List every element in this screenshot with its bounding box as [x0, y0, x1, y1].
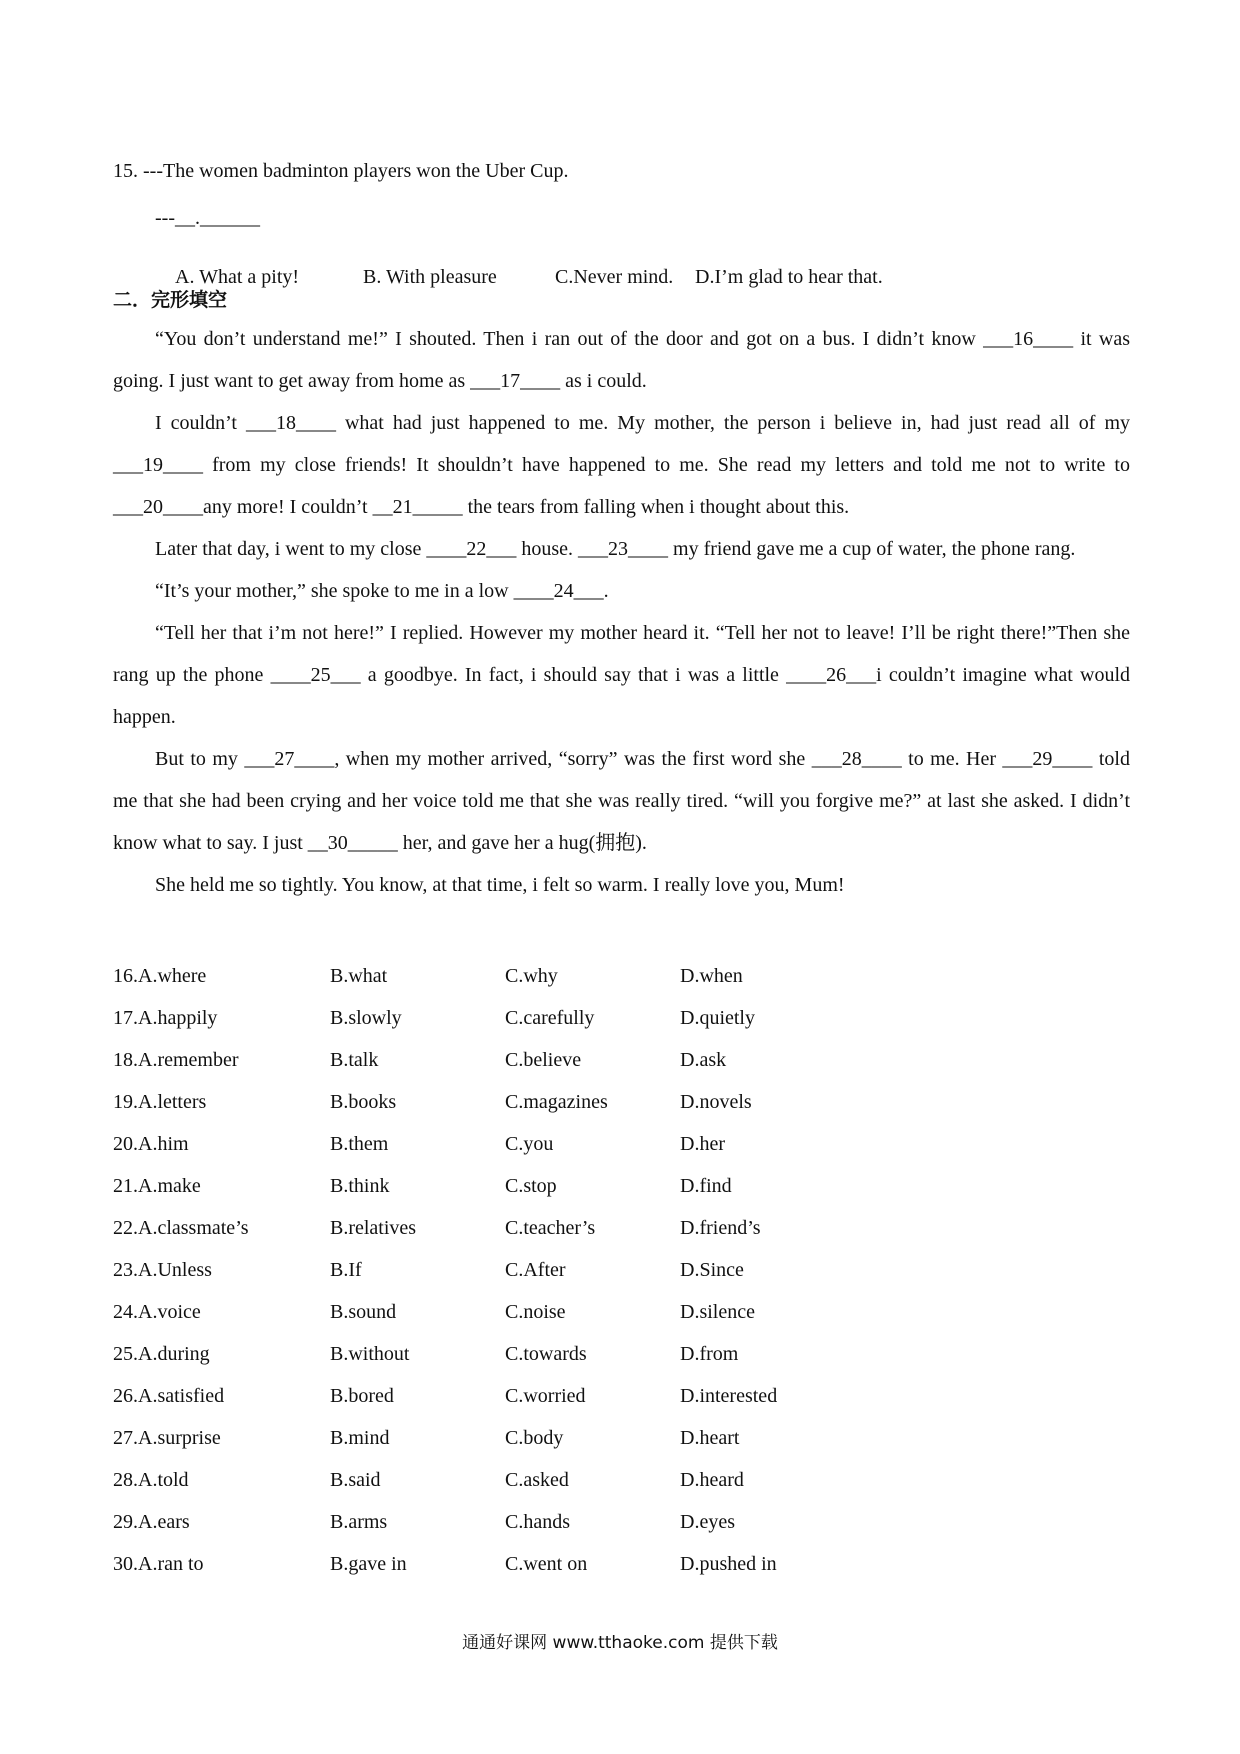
option-c: C.magazines	[505, 1091, 608, 1113]
option-d: D.her	[680, 1133, 725, 1155]
option-b: B.talk	[330, 1049, 379, 1071]
option-c: C.teacher’s	[505, 1217, 596, 1239]
option-b: B.gave in	[330, 1553, 407, 1575]
option-c: C.why	[505, 965, 558, 987]
option-row	[113, 1417, 873, 1459]
option-a: 20.A.him	[113, 1133, 189, 1155]
option-a: 30.A.ran to	[113, 1553, 204, 1575]
cloze-passage	[113, 318, 1130, 906]
option-c: C.stop	[505, 1175, 557, 1197]
passage-paragraph: She held me so tightly. You know, at that time, i felt so warm. I really love you, Mum!	[155, 874, 845, 896]
option-row	[113, 1081, 873, 1123]
question-15-option-d: D.I’m glad to hear that.	[695, 266, 883, 288]
section-title: 二．完形填空	[113, 289, 228, 311]
option-d: D.friend’s	[680, 1217, 761, 1239]
option-row	[113, 1333, 873, 1375]
option-b: B.books	[330, 1091, 397, 1113]
option-c: C.towards	[505, 1343, 587, 1365]
option-c: C.hands	[505, 1511, 570, 1533]
option-d: D.heart	[680, 1427, 740, 1449]
option-d: D.novels	[680, 1091, 752, 1113]
option-a: 26.A.satisfied	[113, 1385, 225, 1407]
option-b: B.sound	[330, 1301, 397, 1323]
question-15-answer-blank: ---__.______	[155, 207, 260, 229]
option-b: B.slowly	[330, 1007, 402, 1029]
option-row	[113, 1039, 873, 1081]
option-a: 28.A.told	[113, 1469, 189, 1491]
option-a: 21.A.make	[113, 1175, 201, 1197]
option-b: B.mind	[330, 1427, 390, 1449]
option-d: D.pushed in	[680, 1553, 777, 1575]
passage-paragraph: Later that day, i went to my close ____22___ house. ___23____ my friend gave me a cup of water, the phone rang.	[155, 538, 1076, 560]
option-d: D.quietly	[680, 1007, 755, 1029]
option-d: D.Since	[680, 1259, 744, 1281]
option-d: D.eyes	[680, 1511, 735, 1533]
option-a: 27.A.surprise	[113, 1427, 221, 1449]
question-15-options	[155, 243, 883, 312]
option-d: D.when	[680, 965, 743, 987]
option-row	[113, 1249, 873, 1291]
option-row	[113, 1165, 873, 1207]
passage-paragraph: “Tell her that i’m not here!” I replied. However my mother heard it. “Tell her not to leave! I’ll be right there!”Then she rang up the phone ____25___ a goodbye. In fact, i should say that i was a little ____26___i couldn’t imagine what would happen.	[113, 622, 1130, 728]
option-d: D.interested	[680, 1385, 778, 1407]
option-a: 18.A.remember	[113, 1049, 239, 1071]
option-a: 29.A.ears	[113, 1511, 190, 1533]
option-b: B.relatives	[330, 1217, 417, 1239]
option-b: B.If	[330, 1259, 362, 1281]
option-row	[113, 1123, 873, 1165]
option-b: B.arms	[330, 1511, 388, 1533]
option-b: B.think	[330, 1175, 390, 1197]
option-row	[113, 1543, 873, 1585]
option-d: D.ask	[680, 1049, 727, 1071]
option-c: C.body	[505, 1427, 564, 1449]
question-15-option-c: C.Never mind.	[555, 266, 674, 288]
option-c: C.asked	[505, 1469, 569, 1491]
passage-paragraph: “It’s your mother,” she spoke to me in a low ____24___.	[155, 580, 609, 602]
option-row	[113, 1501, 873, 1543]
option-b: B.without	[330, 1343, 410, 1365]
option-row	[113, 997, 873, 1039]
option-b: B.what	[330, 965, 388, 987]
option-d: D.heard	[680, 1469, 744, 1491]
option-d: D.find	[680, 1175, 732, 1197]
option-row	[113, 1207, 873, 1249]
option-d: D.silence	[680, 1301, 755, 1323]
option-a: 22.A.classmate’s	[113, 1217, 249, 1239]
question-15: 15. ---The women badminton players won the Uber Cup.	[113, 160, 569, 182]
option-c: C.noise	[505, 1301, 566, 1323]
option-row	[113, 955, 873, 997]
option-a: 23.A.Unless	[113, 1259, 212, 1281]
option-c: C.you	[505, 1133, 554, 1155]
question-15-option-b: B. With pleasure	[363, 266, 497, 288]
option-a: 24.A.voice	[113, 1301, 201, 1323]
footer-source: 通通好课网 www.tthaoke.com 提供下载	[462, 1633, 778, 1653]
option-row	[113, 1459, 873, 1501]
option-c: C.After	[505, 1259, 566, 1281]
question-15-option-a: A. What a pity!	[175, 266, 300, 288]
passage-paragraph: “You don’t understand me!” I shouted. Then i ran out of the door and got on a bus. I didn’t know ___16____ it was going. I just want to get away from home as ___17____ as i could.	[113, 328, 1130, 392]
option-c: C.carefully	[505, 1007, 595, 1029]
option-d: D.from	[680, 1343, 739, 1365]
cloze-options-list	[113, 955, 873, 1585]
option-c: C.worried	[505, 1385, 586, 1407]
option-a: 17.A.happily	[113, 1007, 218, 1029]
option-a: 25.A.during	[113, 1343, 210, 1365]
option-row	[113, 1375, 873, 1417]
passage-paragraph: I couldn’t ___18____ what had just happened to me. My mother, the person i believe in, had just read all of my ___19____ from my close friends! It shouldn’t have happened to me. She read my letters and told me not to write to ___20____any more! I couldn’t __21_____ the tears from falling when i thought about this.	[113, 412, 1130, 518]
passage-paragraph: But to my ___27____, when my mother arrived, “sorry” was the first word she ___28____ to me. Her ___29____ told me that she had been crying and her voice told me that she was really tired. “will you forgive me?” at last she asked. I didn’t know what to say. I just __30_____ her, and gave her a hug(拥抱).	[113, 748, 1130, 854]
option-b: B.said	[330, 1469, 381, 1491]
option-c: C.went on	[505, 1553, 588, 1575]
option-b: B.bored	[330, 1385, 394, 1407]
option-row	[113, 1291, 873, 1333]
option-c: C.believe	[505, 1049, 582, 1071]
option-a: 16.A.where	[113, 965, 207, 987]
option-a: 19.A.letters	[113, 1091, 207, 1113]
option-b: B.them	[330, 1133, 389, 1155]
